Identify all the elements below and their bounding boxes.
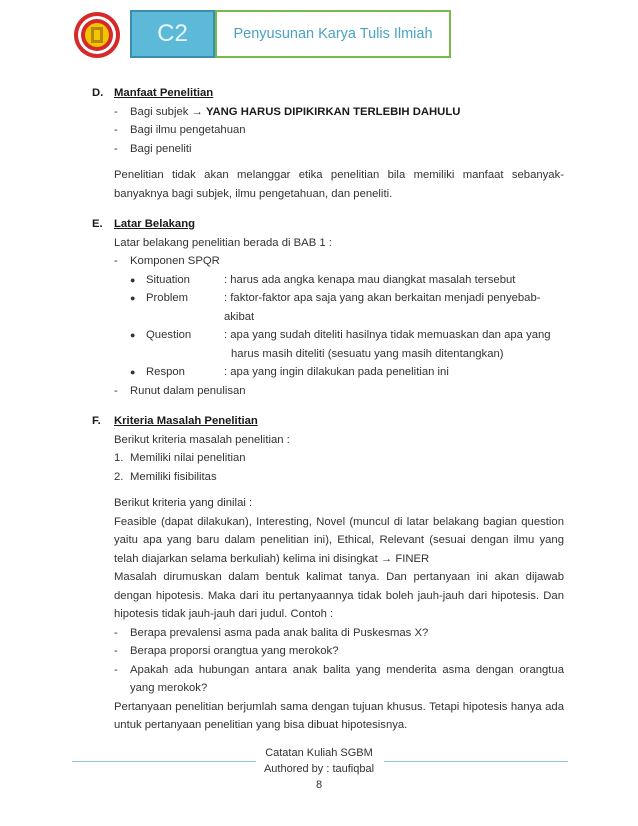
section-f-intro2: Berikut kriteria yang dinilai : — [114, 497, 253, 509]
number-marker: 1. — [114, 452, 124, 464]
footer-title: Catatan Kuliah SGBM — [265, 747, 373, 759]
benefit-science: Bagi ilmu pengetahuan — [130, 124, 246, 136]
list-item — [114, 661, 564, 698]
section-e-intro: Latar belakang penelitian berada di BAB 1 : — [114, 236, 332, 249]
list-item — [114, 121, 564, 140]
spqr-term: Respon — [146, 366, 185, 378]
list-item — [114, 468, 564, 487]
example-1: Berapa prevalensi asma pada anak balita di Puskesmas X? — [130, 626, 429, 639]
spqr-desc: : harus ada angka kenapa mau diangkat masalah tersebut — [224, 273, 516, 286]
bullet-icon: ● — [130, 330, 136, 340]
runut-label: Runut dalam penulisan — [130, 384, 246, 397]
dash-marker: - — [114, 255, 118, 267]
spqr-term: Situation — [146, 273, 190, 286]
bullet-icon: ● — [130, 367, 136, 377]
example-2: Berapa proporsi orangtua yang merokok? — [130, 645, 339, 657]
list-item — [114, 103, 564, 122]
benefit-subject-emphasis: YANG HARUS DIPIKIRKAN TERLEBIH DAHULU — [205, 105, 461, 118]
arrow-right-icon: → — [191, 105, 203, 118]
section-d-title: Manfaat Penelitian — [114, 87, 214, 99]
institution-logo — [73, 11, 121, 59]
dash-marker: - — [114, 626, 118, 639]
spqr-label: Komponen SPQR — [130, 255, 220, 267]
spqr-desc: : faktor-faktor apa saja yang akan berkaitan menjadi penyebab-akibat — [224, 292, 541, 323]
closing-paragraph: Pertanyaan penelitian berjumlah sama dengan tujuan khusus. Tetapi hipotesis hanya ada untuk pertanyaan penelitian yang bisa dibuat hipotesisnya. — [114, 700, 564, 731]
criterion-1: Memiliki nilai penelitian — [130, 452, 246, 464]
spqr-item — [130, 363, 564, 382]
list-item — [114, 624, 564, 643]
finer-paragraph — [114, 513, 564, 569]
section-d-paragraph: Penelitian tidak akan melanggar etika penelitian bila memiliki manfaat sebanyak-banyaknya bagi subjek, ilmu pengetahuan, dan peneliti. — [114, 169, 564, 200]
list-item — [114, 140, 564, 159]
spqr-term: Question — [146, 329, 192, 341]
page-footer — [0, 745, 638, 793]
dash-marker: - — [114, 142, 118, 155]
spqr-term: Problem — [146, 292, 189, 304]
arrow-right-icon: → — [380, 552, 393, 565]
section-f-intro: Berikut kriteria masalah penelitian : — [114, 433, 290, 446]
benefit-subject: Bagi subjek — [130, 105, 189, 118]
spqr-desc: : apa yang ingin dilakukan pada penelitian ini — [224, 366, 449, 378]
course-code-box — [130, 10, 215, 58]
document-body — [92, 84, 564, 735]
course-code: C2 — [157, 20, 188, 47]
dash-marker: - — [114, 105, 118, 118]
spqr-desc-line1: : apa yang sudah diteliti hasilnya tidak memuaskan dan apa yang — [224, 329, 551, 341]
dash-marker: - — [114, 645, 118, 657]
finer-text: Feasible (dapat dilakukan), Interesting, Novel (muncul di latar belakang bagian question yaitu apa yang baru dalam penelitian ini), Ethical, Relevant (sesuai dengan ilmu yang telah diajarkan selama berkuliah) kelima ini disingkat — [114, 515, 564, 565]
section-e-title: Latar Belakang — [114, 218, 195, 230]
section-f-title: Kriteria Masalah Penelitian — [114, 415, 258, 427]
dash-marker: - — [114, 124, 118, 136]
section-f-heading — [92, 412, 564, 431]
spqr-item — [130, 326, 564, 363]
number-marker: 2. — [114, 470, 124, 483]
spqr-item — [130, 271, 564, 290]
course-title: Penyusunan Karya Tulis Ilmiah — [233, 26, 433, 42]
course-title-box — [215, 10, 451, 58]
section-d-letter: D. — [92, 87, 104, 99]
section-d-heading — [92, 84, 564, 103]
bullet-icon: ● — [130, 293, 136, 303]
spqr-desc — [224, 326, 564, 363]
dash-marker: - — [114, 663, 118, 676]
list-item — [114, 382, 564, 401]
section-e-letter: E. — [92, 218, 103, 230]
spqr-desc-line2: harus masih diteliti (sesuatu yang masih ditentangkan) — [231, 347, 504, 360]
bullet-icon: ● — [130, 274, 136, 285]
list-item — [114, 449, 564, 468]
section-f-letter: F. — [92, 415, 101, 427]
list-item — [114, 642, 564, 661]
list-item — [114, 252, 564, 271]
section-e-heading — [92, 215, 564, 234]
dash-marker: - — [114, 384, 118, 397]
benefit-researcher: Bagi peneliti — [130, 142, 192, 155]
spqr-item — [130, 289, 564, 326]
question-paragraph: Masalah dirumuskan dalam bentuk kalimat tanya. Dan pertanyaan ini akan dijawab dengan hipotesis. Maka dari itu pertanyaannya tidak boleh jauh-jauh dari hipotesis. Dan hipotesis tidak jauh-jauh dari judul. Contoh : — [114, 571, 564, 620]
example-3: Apakah ada hubungan antara anak balita yang menderita asma dengan orangtua yang merokok? — [130, 663, 564, 694]
page-number: 8 — [315, 779, 323, 791]
finer-acronym: FINER — [395, 552, 430, 565]
criterion-2: Memiliki fisibilitas — [130, 470, 217, 483]
footer-author: Authored by : taufiqbal — [263, 763, 375, 775]
